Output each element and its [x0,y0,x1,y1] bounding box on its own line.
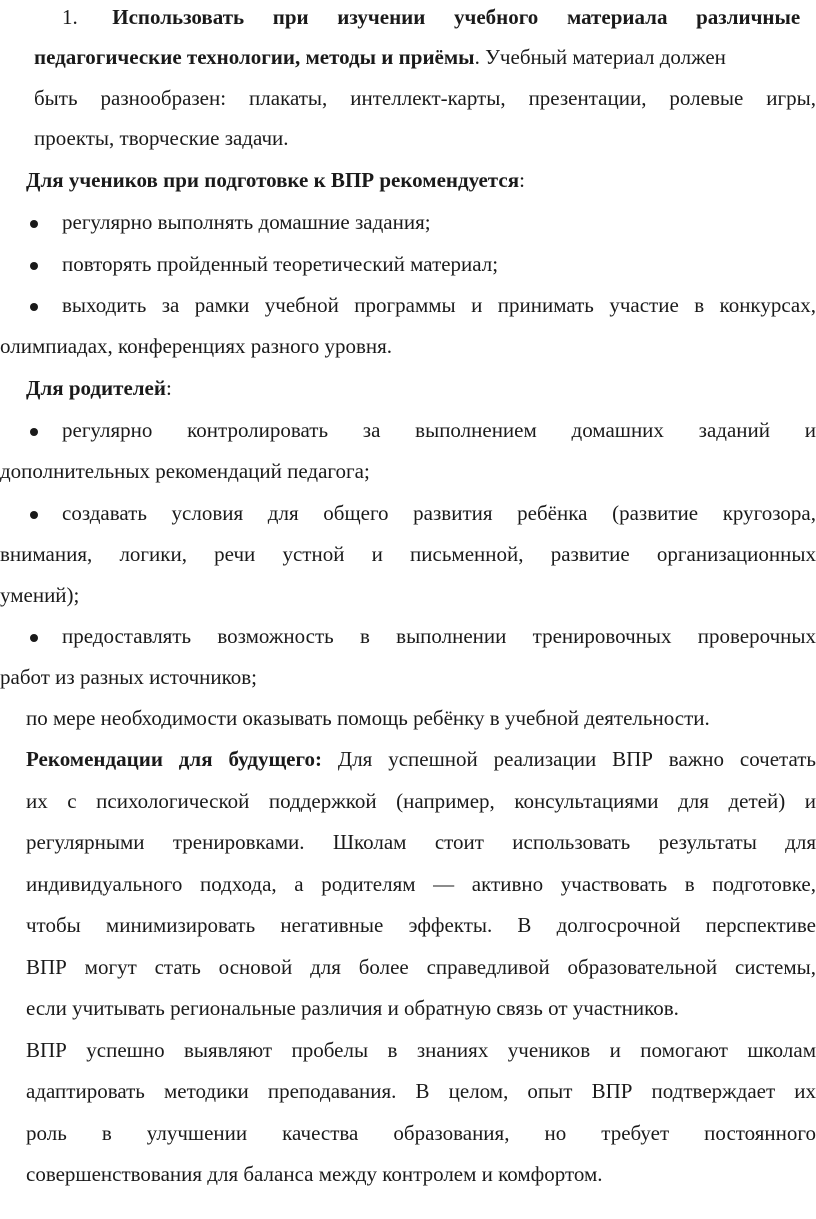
parents-bullet-2-line-3 [0,574,816,616]
conclusion-line-1 [26,1029,816,1071]
students-bullet-1-text: регулярно выполнять домашние задания; [62,210,431,234]
conclusion-text-2: адаптировать методики преподавания. В целом, опыт ВПР подтверждает их [26,1079,816,1103]
parents-bullet-1-text-1: регулярно контролировать за выполнением домашних заданий и [62,418,816,442]
item1-bold-2: педагогические технологии, методы и приёмы [34,45,475,69]
students-bullet-3-text-1: выходить за рамки учебной программы и принимать участие в конкурсах, [62,293,816,317]
bullet-dot [30,634,38,642]
bullet-dot [30,511,38,519]
future-line-5 [26,904,816,946]
students-bullet-2 [62,243,816,285]
students-heading-bold: Для учеников при подготовке к ВПР рекомендуется [26,168,520,192]
future-text-3: регулярными тренировками. Школам стоит использовать результаты для [26,830,816,854]
parents-bullet-1-line-2 [0,450,816,492]
conclusion-line-2 [26,1070,816,1112]
parents-bullet-1-line-1 [62,409,816,451]
parents-bullet-2-line-2 [0,533,816,575]
item1-line-1 [62,0,816,38]
future-line-4 [26,863,816,905]
students-bullet-2-text: повторять пройденный теоретический материал; [62,252,499,276]
parents-note-text: по мере необходимости оказывать помощь ребёнку в учебной деятельности. [26,706,710,730]
conclusion-text-1: ВПР успешно выявляют пробелы в знаниях учеников и помогают школам [26,1038,816,1062]
bullet-dot [30,220,38,228]
parents-heading [26,367,816,409]
parents-bullet-2-text-2: внимания, логики, речи устной и письменной, развитие организационных [0,542,816,566]
future-text-5: чтобы минимизировать негативные эффекты. В долгосрочной перспективе [26,913,816,937]
item1-line-3 [34,77,816,119]
students-heading-colon: : [519,168,525,192]
parents-note [26,697,816,739]
future-line-1 [26,738,816,780]
future-text-2: их с психологической поддержкой (например, консультациями для детей) и [26,789,816,813]
future-text-4: индивидуального подхода, а родителям — активно участвовать в подготовке, [26,872,816,896]
parents-bullet-2-text-3: умений); [0,583,80,607]
parents-heading-bold: Для родителей [26,376,166,400]
item1-text-3: быть разнообразен: плакаты, интеллект-карты, презентации, ролевые игры, [34,86,816,110]
future-line-7 [26,987,816,1029]
parents-bullet-2-line-1 [62,492,816,534]
item1-line-4 [34,117,816,159]
future-line-3 [26,821,816,863]
future-line-6 [26,946,816,988]
item1-text-4: проекты, творческие задачи. [34,126,289,150]
parents-heading-colon: : [165,376,172,400]
conclusion-text-3: роль в улучшении качества образования, но требует постоянного [26,1121,816,1145]
item1-number: 1. [62,5,78,29]
students-bullet-3-line-1 [62,284,816,326]
item1-rest-2: . Учебный материал должен [474,45,726,69]
bullet-dot [30,428,38,436]
future-text-6: ВПР могут стать основой для более справедливой образовательной системы, [26,955,816,979]
parents-bullet-3-line-2 [0,656,816,698]
conclusion-line-3 [26,1112,816,1154]
conclusion-line-4 [26,1153,816,1195]
parents-bullet-3-line-1 [62,615,816,657]
future-text-7: если учитывать региональные различия и обратную связь от участников. [26,996,679,1020]
bullet-dot [30,303,38,311]
parents-bullet-3-text-2: работ из разных источников; [0,665,257,689]
future-text-1: Для успешной реализации ВПР важно сочетать [322,747,816,771]
item1-bold-1: Использовать при изучении учебного материала различные [112,5,801,29]
parents-bullet-2-text-1: создавать условия для общего развития ребёнка (развитие кругозора, [62,501,816,525]
bullet-dot [30,262,38,270]
conclusion-text-4: совершенствования для баланса между контролем и комфортом. [26,1162,603,1186]
students-bullet-1 [62,201,816,243]
parents-bullet-3-text-1: предоставлять возможность в выполнении тренировочных проверочных [62,624,816,648]
future-line-2 [26,780,816,822]
item1-line-2 [34,36,816,78]
parents-bullet-1-text-2: дополнительных рекомендаций педагога; [0,459,370,483]
students-bullet-3-text-2: олимпиадах, конференциях разного уровня. [0,334,393,358]
students-bullet-3-line-2 [0,325,816,367]
future-label: Рекомендации для будущего: [26,747,322,771]
students-heading [26,159,816,201]
